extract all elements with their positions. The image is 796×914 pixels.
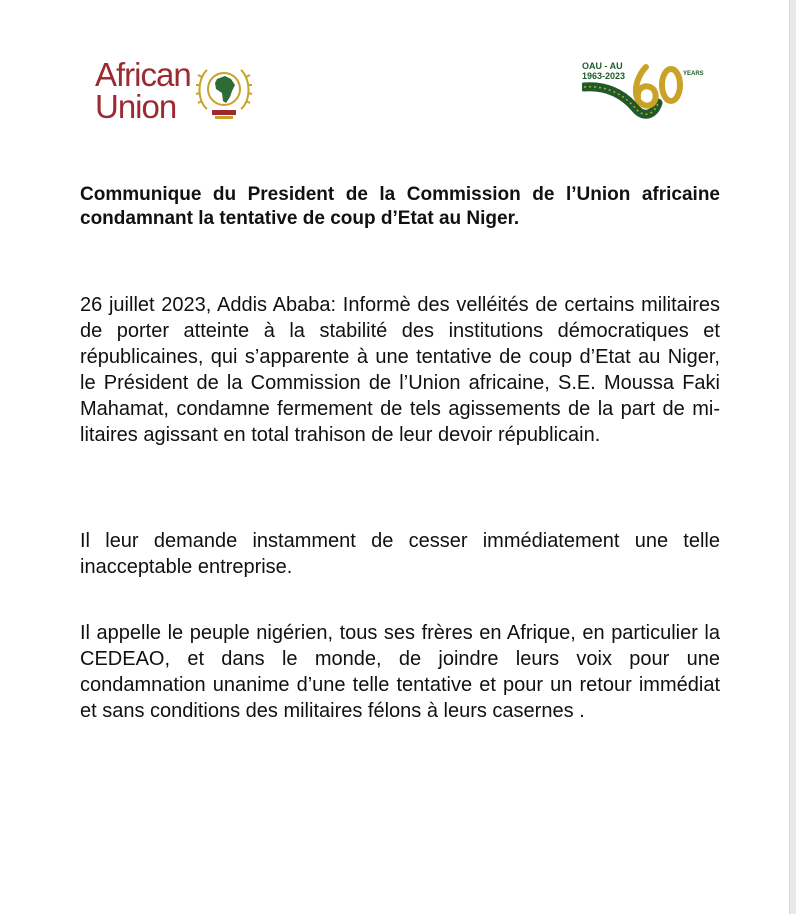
communique-title: Communique du President de la Commission de l’Union africaine condamnant la tentative de coup d’Etat au Niger. [80, 184, 720, 229]
logo-word-union: Union [95, 88, 177, 125]
paragraph-1: 26 juillet 2023, Addis Ababa: Informè des velléités de certains militaires de porter atteinte à la stabilité des institutions démocratiques et républicaines, qui s’apparente à une tentative de coup d’Etat au Niger, le Président de la Commission de l’Union africaine, S.E. Moussa Faki Mahamat, condamne fermement de tels agissements de la part de militaires agissant en total trahison de leur devoir républicain. [80, 294, 720, 446]
logo-word-african: African [95, 56, 191, 93]
paragraph-3: Il appelle le peuple nigérien, tous ses frères en Afrique, en particulier la CEDEAO, et dans le monde, de joindre leurs voix pour une condamnation unanime d’une telle tentative et pour un retour immédiat et sans conditions des militaires félons à leurs casernes . [80, 622, 720, 722]
page-edge [789, 0, 796, 914]
logo-oau-au-label: OAU - AU [582, 61, 623, 71]
logo-years-range: 1963-2023 [582, 71, 626, 81]
african-union-logo [95, 55, 255, 125]
paragraph-2: Il leur demande instamment de cesser immédiatement une telle inacceptable entreprise. [80, 530, 720, 578]
africa-emblem-icon [195, 57, 253, 125]
logo-years-suffix: YEARS [683, 71, 704, 77]
oau-au-60-years-logo [582, 55, 712, 121]
